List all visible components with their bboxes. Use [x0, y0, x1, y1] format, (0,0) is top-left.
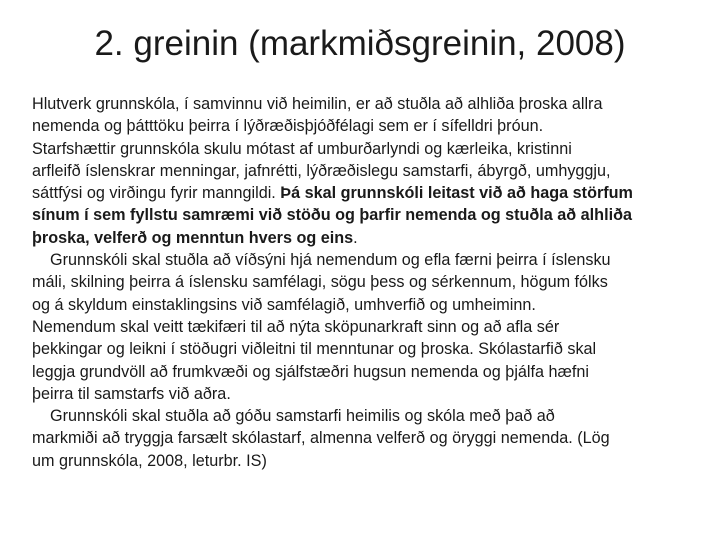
body-line-text: markmiði að tryggja farsælt skólastarf, almenna velferð og öryggi nemenda. (Lög	[32, 429, 610, 448]
body-line	[32, 294, 696, 316]
body-line-text: Hlutverk grunnskóla, í samvinnu við heimilin, er að stuðla að alhliða þroska allra	[32, 95, 603, 113]
emphasized-text: sínum í sem fyllstu samræmi við stöðu og þarfir nemenda og stuðla að alhliða	[32, 206, 632, 225]
body-line	[32, 249, 696, 271]
body-line-text: um grunnskóla, 2008, leturbr. IS)	[32, 451, 267, 470]
emphasized-text: þroska, velferð og menntun hvers og eins	[32, 228, 354, 247]
body-line	[32, 115, 696, 137]
body-line-text: leggja grundvöll að frumkvæði og sjálfstæðri hugsun nemenda og þjálfa hæfni	[32, 362, 589, 381]
body-line	[32, 93, 696, 115]
body-line-text: sáttfýsi og virðingu fyrir manngildi.	[32, 184, 276, 203]
slide-title: 2. greinin (markmiðsgreinin, 2008)	[94, 24, 626, 63]
body-line	[32, 450, 696, 472]
body-line	[32, 338, 696, 360]
body-line-text: .	[353, 228, 358, 247]
body-line-text: þekkingar og leikni í stöðugri viðleitni til menntunar og þroska. Skólastarfið skal	[32, 340, 597, 359]
body-line	[32, 383, 696, 405]
body-line-text: þeirra til samstarfs við aðra.	[32, 384, 231, 403]
body-line	[32, 405, 696, 427]
body-line-text: máli, skilning þeirra á íslensku samfélagi, sögu þess og sérkennum, högum fólks	[32, 273, 608, 292]
body-line	[32, 361, 696, 383]
slide-body-text	[32, 93, 696, 472]
body-line	[32, 427, 696, 449]
body-line	[32, 204, 696, 226]
body-line-text: Grunnskóli skal stuðla að góðu samstarfi heimilis og skóla með það að	[50, 407, 555, 426]
body-line	[32, 227, 696, 249]
body-line-text: og á skyldum einstaklingsins við samfélagið, umhverfið og umheiminn.	[32, 295, 536, 314]
body-line	[32, 271, 696, 293]
body-line-text: Grunnskóli skal stuðla að víðsýni hjá nemendum og efla færni þeirra í íslensku	[50, 251, 611, 270]
body-line	[32, 316, 696, 338]
body-line-text: nemenda og þátttöku þeirra í lýðræðisþjóðfélagi sem er í sífelldri þróun.	[32, 117, 544, 136]
body-line-text: Starfshættir grunnskóla skulu mótast af umburðarlyndi og kærleika, kristinni	[32, 139, 572, 158]
body-line-text: Nemendum skal veitt tækifæri til að nýta sköpunarkraft sinn og að afla sér	[32, 317, 560, 336]
body-line	[32, 160, 696, 182]
emphasized-text: Þá skal grunnskóli leitast við að haga störfum	[275, 184, 633, 203]
body-line-text: arfleifð íslenskrar menningar, jafnrétti, lýðræðislegu samstarfi, ábyrgð, umhyggju,	[32, 161, 611, 180]
body-line	[32, 182, 696, 204]
body-line	[32, 138, 696, 160]
